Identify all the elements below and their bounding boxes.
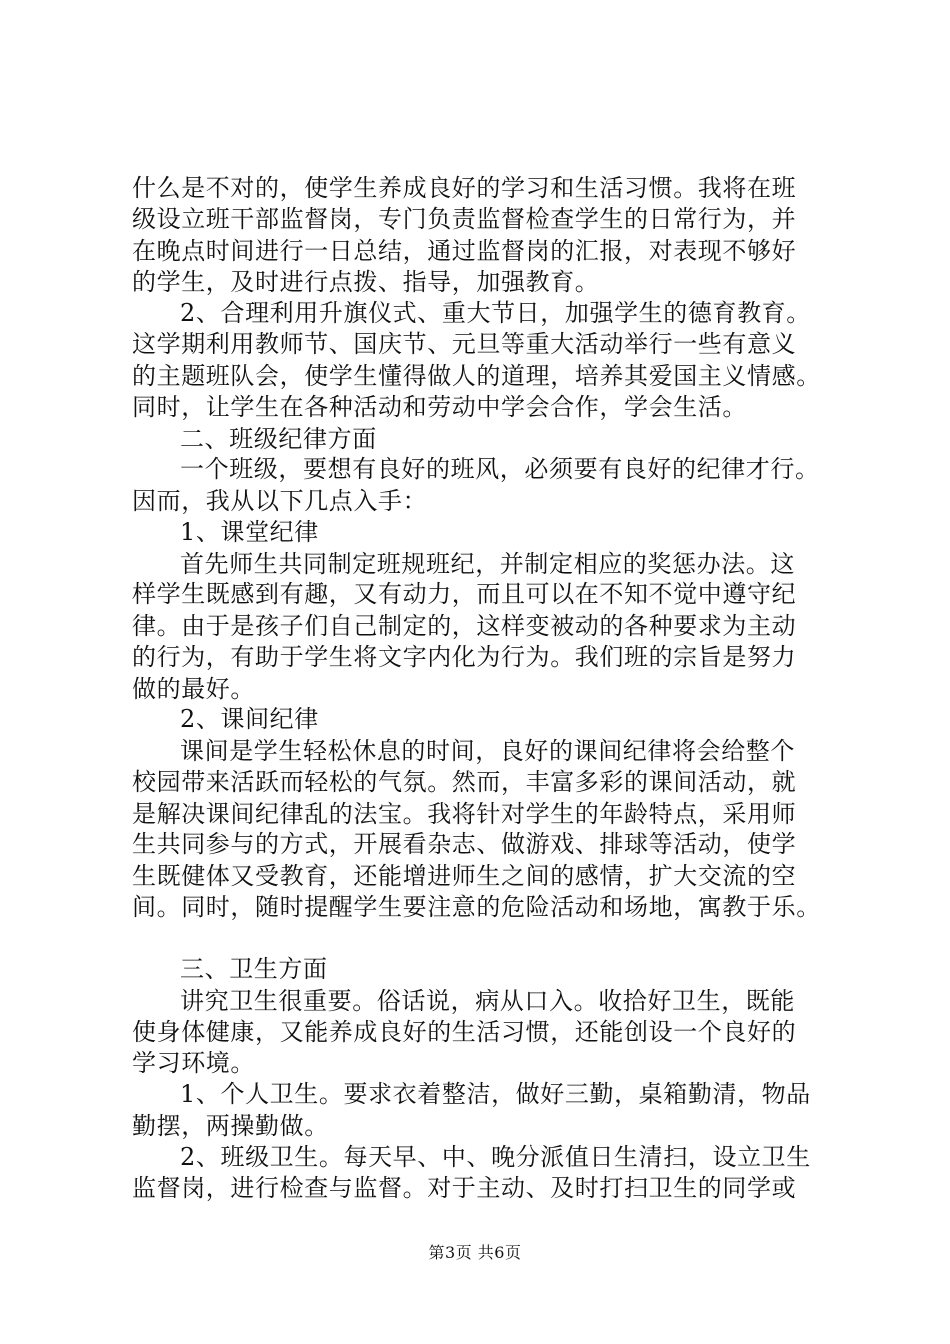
text-line: 生共同参与的方式，开展看杂志、做游戏、排球等活动，使学 [132, 830, 797, 858]
text-line: 同时，让学生在各种活动和劳动中学会合作，学会生活。 [132, 393, 747, 421]
text-line: 是解决课间纪律乱的法宝。我将针对学生的年龄特点，采用师 [132, 800, 797, 828]
text-line: 因而，我从以下几点入手： [132, 487, 428, 515]
section-heading: 三、卫生方面 [180, 955, 328, 983]
text-line: 1、个人卫生。要求衣着整洁，做好三勤，桌箱勤清，物品 [180, 1080, 811, 1108]
text-line: 做的最好。 [132, 675, 255, 703]
text-line: 级设立班干部监督岗，专门负责监督检查学生的日常行为，并 [132, 205, 797, 233]
text-line: 讲究卫生很重要。俗话说，病从口入。收拾好卫生，既能 [180, 987, 795, 1015]
text-line: 勤摆，两操勤做。 [132, 1112, 329, 1140]
text-line: 的行为，有助于学生将文字内化为行为。我们班的宗旨是努力 [132, 643, 797, 671]
page-number: 第3页 共6页 [428, 1243, 522, 1262]
text-line: 这学期利用教师节、国庆节、元旦等重大活动举行一些有意义 [132, 330, 797, 358]
section-heading: 二、班级纪律方面 [180, 425, 377, 453]
text-line: 的主题班队会，使学生懂得做人的道理，培养其爱国主义情感。 [132, 362, 821, 390]
text-line: 2、班级卫生。每天早、中、晚分派值日生清扫，设立卫生 [180, 1143, 811, 1171]
text-line: 律。由于是孩子们自己制定的，这样变被动的各种要求为主动 [132, 612, 797, 640]
text-line: 什么是不对的，使学生养成良好的学习和生活习惯。我将在班 [132, 174, 797, 202]
text-line: 2、合理利用升旗仪式、重大节日，加强学生的德育教育。 [180, 299, 811, 327]
text-line: 监督岗，进行检查与监督。对于主动、及时打扫卫生的同学或 [132, 1174, 797, 1202]
text-line: 一个班级，要想有良好的班风，必须要有良好的纪律才行。 [180, 455, 820, 483]
text-line: 校园带来活跃而轻松的气氛。然而，丰富多彩的课间活动，就 [132, 768, 797, 796]
text-line: 间。同时，随时提醒学生要注意的危险活动和场地，寓教于乐。 [132, 893, 821, 921]
text-line: 使身体健康，又能养成良好的生活习惯，还能创设一个良好的 [132, 1018, 797, 1046]
text-line: 样学生既感到有趣，又有动力，而且可以在不知不觉中遵守纪 [132, 580, 797, 608]
text-line: 学习环境。 [132, 1049, 255, 1077]
text-line: 课间是学生轻松休息的时间，良好的课间纪律将会给整个 [180, 737, 795, 765]
subsection-heading: 1、课堂纪律 [180, 518, 319, 546]
subsection-heading: 2、课间纪律 [180, 705, 319, 733]
text-line: 生既健体又受教育，还能增进师生之间的感情，扩大交流的空 [132, 862, 797, 890]
text-line: 首先师生共同制定班规班纪，并制定相应的奖惩办法。这 [180, 550, 795, 578]
text-line: 的学生，及时进行点拨、指导，加强教育。 [132, 268, 600, 296]
text-line: 在晚点时间进行一日总结，通过监督岗的汇报，对表现不够好 [132, 237, 797, 265]
